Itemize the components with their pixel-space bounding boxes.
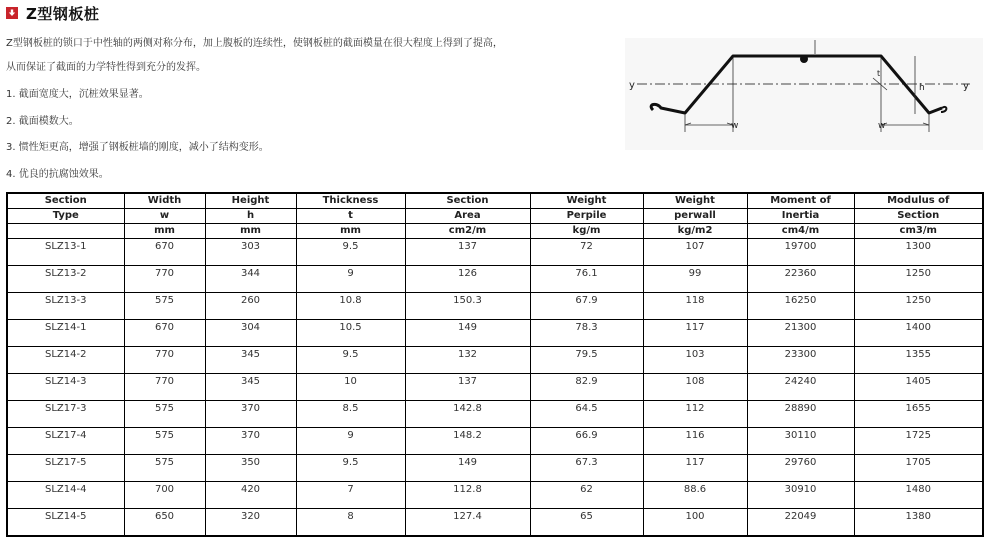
table-cell: 67.9 bbox=[530, 293, 643, 320]
header-cell: w bbox=[124, 209, 205, 224]
table-cell: 30910 bbox=[747, 482, 854, 509]
table-row bbox=[7, 266, 983, 293]
header-cell: t bbox=[296, 209, 405, 224]
header-cell: Section bbox=[854, 209, 983, 224]
table-cell: 62 bbox=[530, 482, 643, 509]
table-body bbox=[7, 239, 983, 537]
z-pile-spec-table bbox=[6, 192, 984, 537]
section-type-cell: SLZ14-3 bbox=[7, 374, 124, 401]
table-cell: 28890 bbox=[747, 401, 854, 428]
table-cell: 1250 bbox=[854, 266, 983, 293]
section-type-cell: SLZ14-2 bbox=[7, 347, 124, 374]
table-cell: 29760 bbox=[747, 455, 854, 482]
table-cell: 22360 bbox=[747, 266, 854, 293]
table-cell: 650 bbox=[124, 509, 205, 537]
table-cell: 1300 bbox=[854, 239, 983, 266]
table-header-row bbox=[7, 193, 983, 209]
section-type-cell: SLZ14-4 bbox=[7, 482, 124, 509]
table-cell: 1655 bbox=[854, 401, 983, 428]
header-cell: Width bbox=[124, 193, 205, 209]
table-cell: 770 bbox=[124, 347, 205, 374]
table-cell: 67.3 bbox=[530, 455, 643, 482]
header-cell: h bbox=[205, 209, 296, 224]
table-row bbox=[7, 374, 983, 401]
page-title: Z型钢板桩 bbox=[26, 4, 100, 23]
table-cell: 1725 bbox=[854, 428, 983, 455]
feature-item-1: 1. 截面宽度大，沉桩效果显著。 bbox=[6, 89, 149, 100]
table-cell: 103 bbox=[643, 347, 747, 374]
table-cell: 79.5 bbox=[530, 347, 643, 374]
table-row bbox=[7, 239, 983, 266]
section-type-cell: SLZ17-4 bbox=[7, 428, 124, 455]
table-cell: 575 bbox=[124, 293, 205, 320]
table-cell: 88.6 bbox=[643, 482, 747, 509]
table-cell: 1250 bbox=[854, 293, 983, 320]
table-cell: 370 bbox=[205, 428, 296, 455]
table-cell: 23300 bbox=[747, 347, 854, 374]
intro-paragraph-line-2: 从而保证了截面的力学特性得到充分的发挥。 bbox=[6, 62, 206, 73]
table-cell: 1405 bbox=[854, 374, 983, 401]
table-row bbox=[7, 401, 983, 428]
table-cell: 16250 bbox=[747, 293, 854, 320]
section-type-cell: SLZ17-5 bbox=[7, 455, 124, 482]
table-cell: 66.9 bbox=[530, 428, 643, 455]
table-cell: 8 bbox=[296, 509, 405, 537]
table-cell: 10 bbox=[296, 374, 405, 401]
table-cell: 148.2 bbox=[405, 428, 530, 455]
section-type-cell: SLZ14-5 bbox=[7, 509, 124, 537]
section-type-cell: SLZ13-2 bbox=[7, 266, 124, 293]
unit-cell: mm bbox=[124, 224, 205, 239]
section-type-cell: SLZ14-1 bbox=[7, 320, 124, 347]
table-row bbox=[7, 455, 983, 482]
page-header bbox=[6, 3, 99, 23]
table-cell: 345 bbox=[205, 347, 296, 374]
z-pile-section-diagram bbox=[625, 38, 983, 150]
table-cell: 137 bbox=[405, 374, 530, 401]
table-cell: 142.8 bbox=[405, 401, 530, 428]
arrow-down-icon bbox=[6, 7, 18, 19]
table-cell: 112 bbox=[643, 401, 747, 428]
table-cell: 575 bbox=[124, 401, 205, 428]
header-cell: Section bbox=[405, 193, 530, 209]
table-cell: 65 bbox=[530, 509, 643, 537]
feature-item-3: 3. 惯性矩更高，增强了钢板桩墙的刚度，减小了结构变形。 bbox=[6, 142, 269, 153]
header-cell: Weight bbox=[530, 193, 643, 209]
table-row bbox=[7, 428, 983, 455]
table-cell: 9.5 bbox=[296, 455, 405, 482]
table-cell: 9.5 bbox=[296, 239, 405, 266]
table-cell: 9.5 bbox=[296, 347, 405, 374]
header-cell: Inertia bbox=[747, 209, 854, 224]
table-cell: 112.8 bbox=[405, 482, 530, 509]
table-cell: 575 bbox=[124, 428, 205, 455]
section-type-cell: SLZ13-3 bbox=[7, 293, 124, 320]
table-row bbox=[7, 293, 983, 320]
header-cell: perwall bbox=[643, 209, 747, 224]
table-cell: 22049 bbox=[747, 509, 854, 537]
height-label: h bbox=[919, 83, 925, 93]
table-row bbox=[7, 320, 983, 347]
table-cell: 149 bbox=[405, 455, 530, 482]
z-pile-profile-svg bbox=[625, 38, 983, 150]
table-cell: 1705 bbox=[854, 455, 983, 482]
width-label-left: w bbox=[731, 121, 739, 131]
unit-cell: cm4/m bbox=[747, 224, 854, 239]
section-type-cell: SLZ17-3 bbox=[7, 401, 124, 428]
feature-item-4: 4. 优良的抗腐蚀效果。 bbox=[6, 169, 109, 180]
table-cell: 64.5 bbox=[530, 401, 643, 428]
intro-paragraph-line-1: Z型钢板桩的锁口于中性轴的两侧对称分布，加上腹板的连续性，使钢板桩的截面模量在很大程度上得到了提高， bbox=[6, 38, 503, 49]
table-cell: 303 bbox=[205, 239, 296, 266]
table-cell: 117 bbox=[643, 455, 747, 482]
table-cell: 260 bbox=[205, 293, 296, 320]
table-row bbox=[7, 482, 983, 509]
table-cell: 132 bbox=[405, 347, 530, 374]
table-cell: 72 bbox=[530, 239, 643, 266]
thickness-label: t bbox=[877, 69, 881, 78]
table-cell: 670 bbox=[124, 320, 205, 347]
table-cell: 82.9 bbox=[530, 374, 643, 401]
table-cell: 1480 bbox=[854, 482, 983, 509]
y-axis-label-right: y bbox=[963, 81, 969, 92]
header-cell: Modulus of bbox=[854, 193, 983, 209]
header-cell: Weight bbox=[643, 193, 747, 209]
table-cell: 10.8 bbox=[296, 293, 405, 320]
unit-cell: cm2/m bbox=[405, 224, 530, 239]
table-cell: 320 bbox=[205, 509, 296, 537]
table-cell: 575 bbox=[124, 455, 205, 482]
table-cell: 127.4 bbox=[405, 509, 530, 537]
table-cell: 108 bbox=[643, 374, 747, 401]
table-cell: 10.5 bbox=[296, 320, 405, 347]
unit-cell: mm bbox=[296, 224, 405, 239]
table-cell: 126 bbox=[405, 266, 530, 293]
table-cell: 420 bbox=[205, 482, 296, 509]
header-cell: Moment of bbox=[747, 193, 854, 209]
table-cell: 9 bbox=[296, 428, 405, 455]
table-cell: 24240 bbox=[747, 374, 854, 401]
unit-cell: mm bbox=[205, 224, 296, 239]
header-cell: Perpile bbox=[530, 209, 643, 224]
table-cell: 8.5 bbox=[296, 401, 405, 428]
y-axis-label-left: y bbox=[629, 80, 635, 91]
table-cell: 670 bbox=[124, 239, 205, 266]
table-cell: 770 bbox=[124, 266, 205, 293]
table-cell: 107 bbox=[643, 239, 747, 266]
table-cell: 117 bbox=[643, 320, 747, 347]
header-cell: Thickness bbox=[296, 193, 405, 209]
table-cell: 150.3 bbox=[405, 293, 530, 320]
header-cell: Height bbox=[205, 193, 296, 209]
width-label-right: w bbox=[878, 121, 886, 131]
table-cell: 137 bbox=[405, 239, 530, 266]
table-cell: 21300 bbox=[747, 320, 854, 347]
table-cell: 118 bbox=[643, 293, 747, 320]
table-cell: 149 bbox=[405, 320, 530, 347]
table-cell: 78.3 bbox=[530, 320, 643, 347]
table-cell: 30110 bbox=[747, 428, 854, 455]
table-cell: 99 bbox=[643, 266, 747, 293]
unit-cell: kg/m bbox=[530, 224, 643, 239]
table-cell: 350 bbox=[205, 455, 296, 482]
table-header-row bbox=[7, 209, 983, 224]
table-unit-row bbox=[7, 224, 983, 239]
table-cell: 9 bbox=[296, 266, 405, 293]
table-cell: 100 bbox=[643, 509, 747, 537]
table-cell: 1400 bbox=[854, 320, 983, 347]
table-cell: 304 bbox=[205, 320, 296, 347]
table-cell: 1380 bbox=[854, 509, 983, 537]
table-cell: 700 bbox=[124, 482, 205, 509]
header-cell: Section bbox=[7, 193, 124, 209]
table-row bbox=[7, 347, 983, 374]
table-cell: 19700 bbox=[747, 239, 854, 266]
unit-cell: cm3/m bbox=[854, 224, 983, 239]
table-cell: 770 bbox=[124, 374, 205, 401]
table-cell: 370 bbox=[205, 401, 296, 428]
table-cell: 344 bbox=[205, 266, 296, 293]
header-cell: Type bbox=[7, 209, 124, 224]
table-cell: 345 bbox=[205, 374, 296, 401]
header-cell: Area bbox=[405, 209, 530, 224]
unit-cell bbox=[7, 224, 124, 239]
table-cell: 7 bbox=[296, 482, 405, 509]
table-cell: 1355 bbox=[854, 347, 983, 374]
feature-item-2: 2. 截面模数大。 bbox=[6, 116, 79, 127]
table-cell: 76.1 bbox=[530, 266, 643, 293]
section-type-cell: SLZ13-1 bbox=[7, 239, 124, 266]
table-cell: 116 bbox=[643, 428, 747, 455]
unit-cell: kg/m2 bbox=[643, 224, 747, 239]
